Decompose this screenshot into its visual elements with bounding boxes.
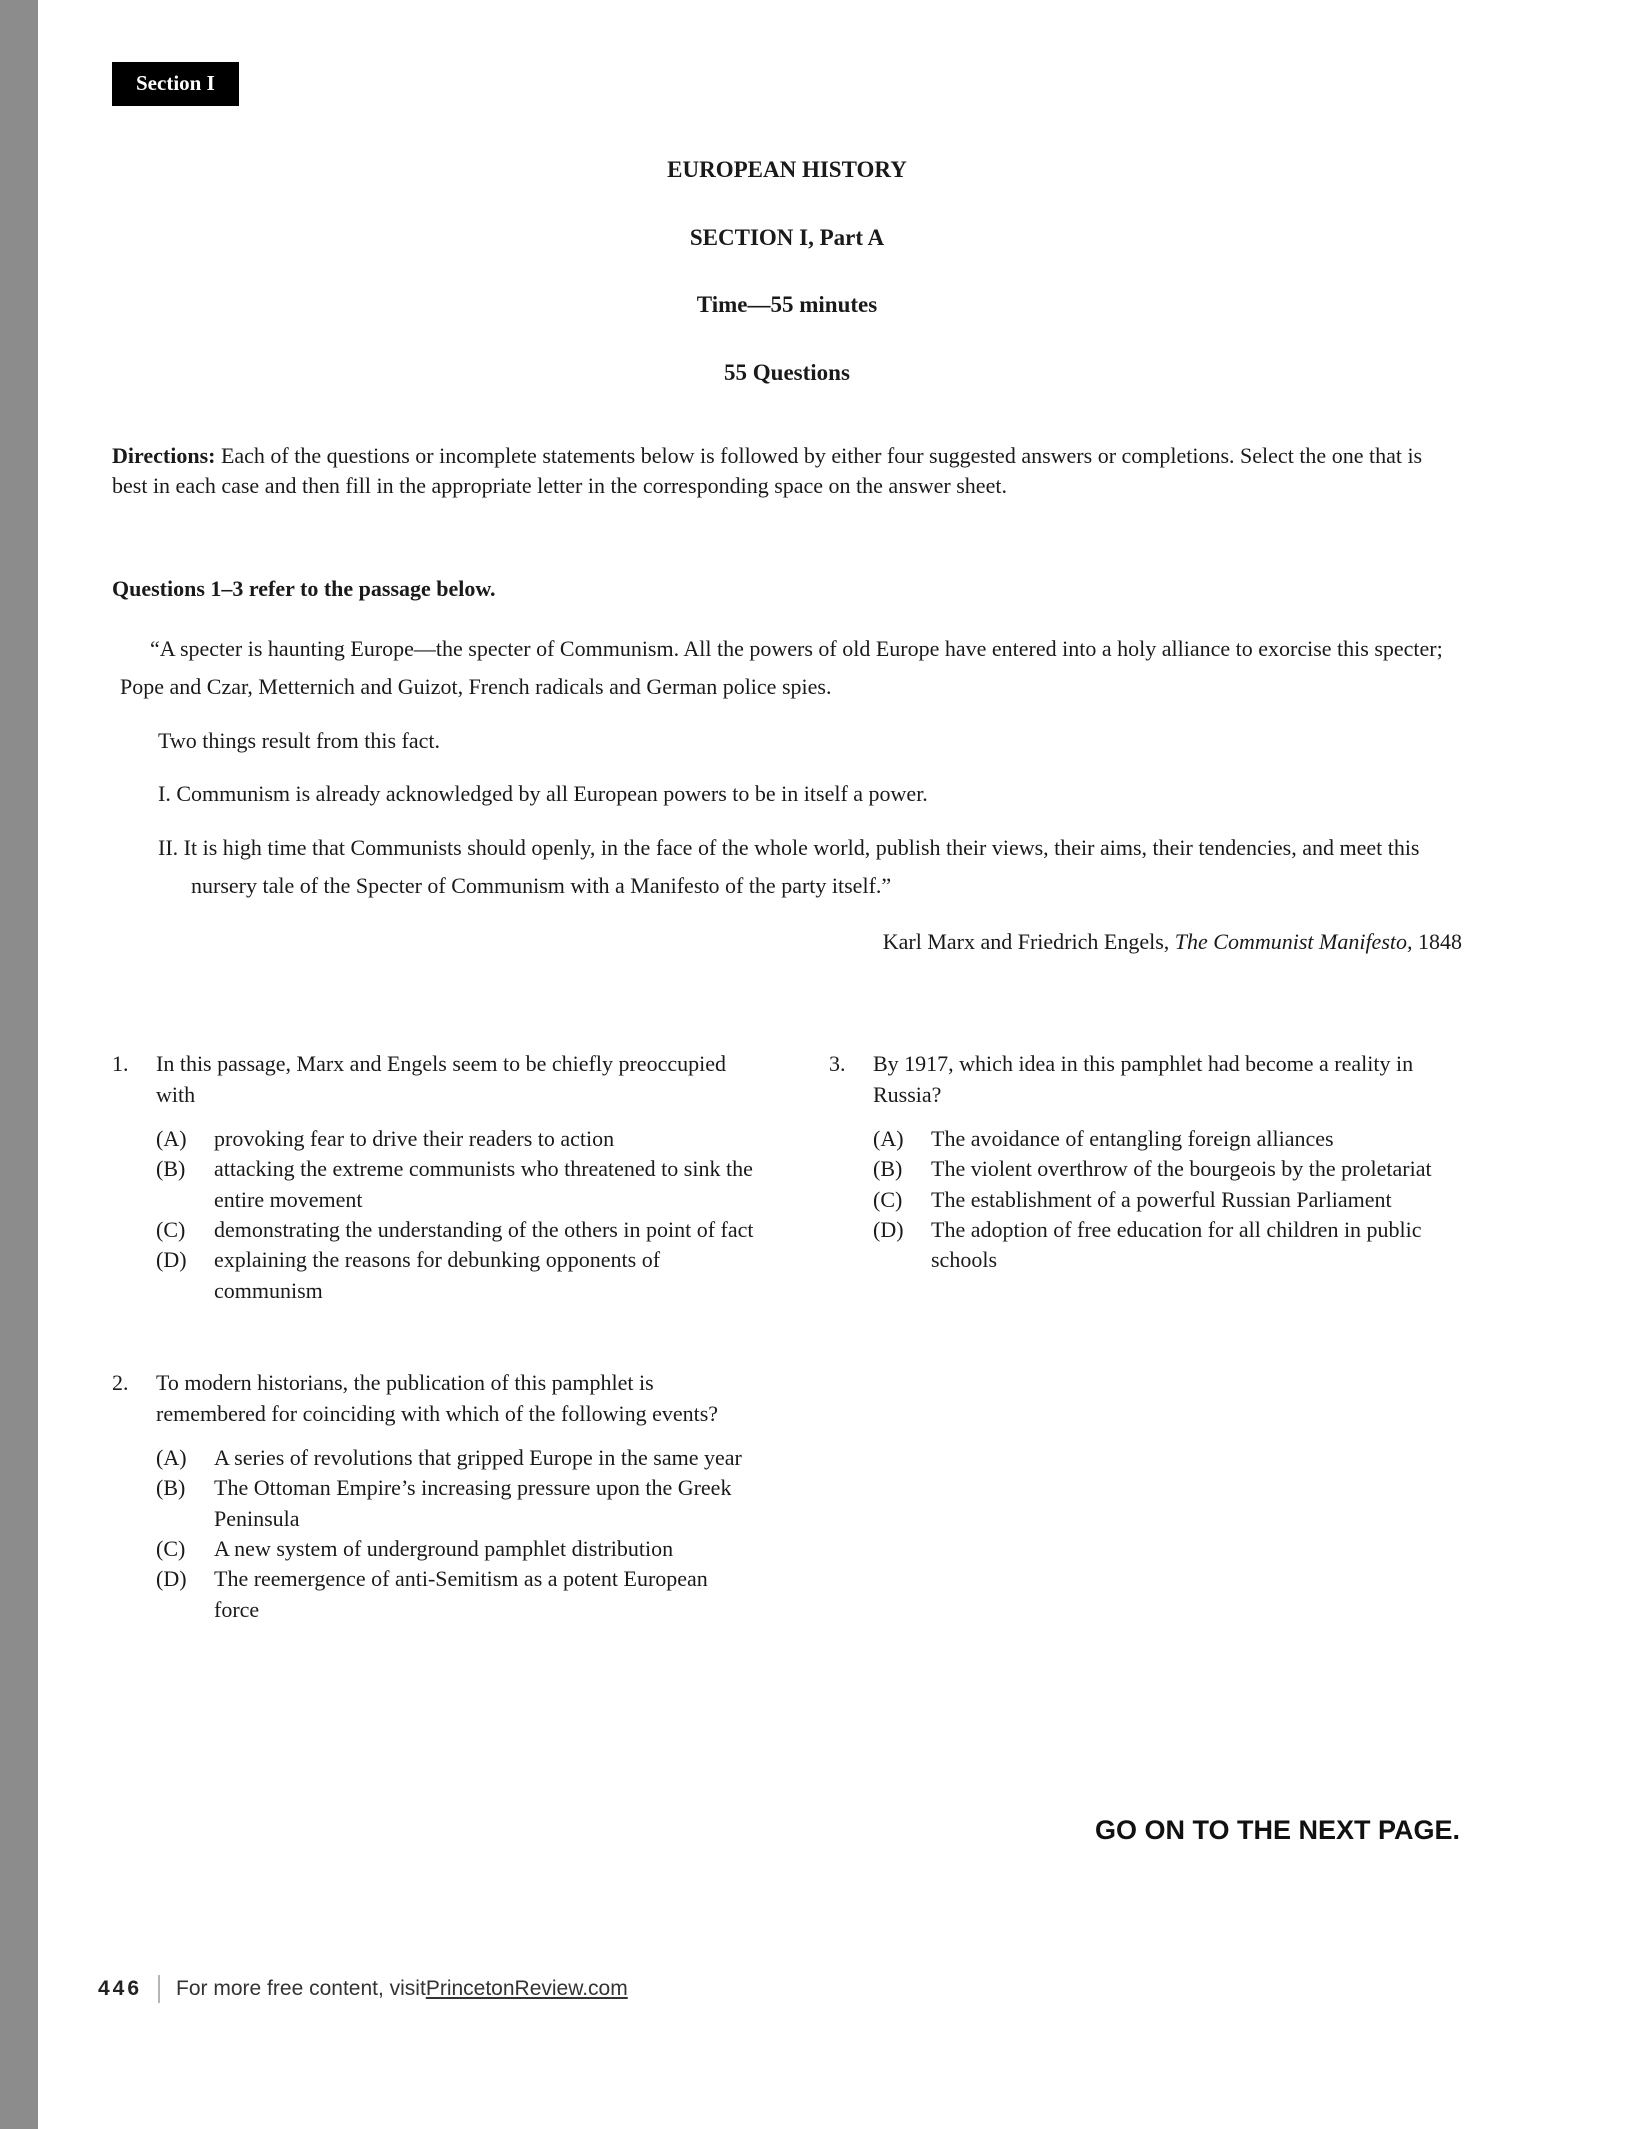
question-2	[112, 1368, 757, 1625]
passage-paragraph: Two things result from this fact.	[158, 727, 440, 753]
option-letter: (D)	[156, 1566, 187, 1592]
questions-column-left	[112, 1049, 757, 1625]
answer-option-c	[156, 1215, 757, 1245]
question-1	[112, 1049, 757, 1306]
question-text: In this passage, Marx and Engels seem to be chiefly preoccupied with	[156, 1051, 726, 1107]
exam-title: EUROPEAN HISTORY	[667, 156, 907, 182]
option-letter: (C)	[156, 1217, 186, 1243]
question-body	[156, 1368, 757, 1625]
passage-header: Questions 1–3 refer to the passage below.	[112, 575, 496, 601]
question-3	[829, 1049, 1462, 1276]
questions-column-right	[829, 1049, 1462, 1625]
questions-area	[112, 1049, 1462, 1625]
option-letter: (C)	[156, 1535, 186, 1561]
question-body	[156, 1049, 757, 1306]
option-text: explaining the reasons for debunking opponents of communism	[214, 1247, 661, 1303]
answer-option-b	[156, 1154, 757, 1215]
answer-option-d	[156, 1245, 757, 1306]
option-text: demonstrating the understanding of the others in point of fact	[214, 1217, 754, 1243]
attribution-year: 1848	[1412, 928, 1462, 954]
question-text: By 1917, which idea in this pamphlet had become a reality in Russia?	[873, 1051, 1414, 1107]
option-letter: (A)	[156, 1126, 187, 1152]
question-number: 3.	[829, 1051, 846, 1077]
answer-option-a	[156, 1124, 757, 1154]
option-text: A series of revolutions that gripped Europe in the same year	[214, 1444, 742, 1470]
attribution-authors: Karl Marx and Friedrich Engels,	[882, 928, 1175, 954]
section-tab: Section I	[112, 62, 239, 106]
answer-option-c	[873, 1185, 1462, 1215]
question-text: To modern historians, the publication of this pamphlet is remembered for coinciding with which of the following events?	[156, 1370, 719, 1426]
option-text: The violent overthrow of the bourgeois by the proletariat	[931, 1156, 1432, 1182]
princeton-review-link[interactable]: PrincetonReview.com	[425, 1977, 628, 2000]
exam-headings	[112, 154, 1462, 389]
option-letter: (A)	[873, 1126, 904, 1152]
page-content	[112, 0, 1462, 1625]
option-letter: (B)	[156, 1156, 186, 1182]
answer-option-d	[156, 1564, 757, 1625]
passage	[120, 630, 1462, 905]
option-letter: (C)	[873, 1186, 903, 1212]
answer-option-c	[156, 1534, 757, 1564]
answer-option-b	[156, 1473, 757, 1534]
option-text: The avoidance of entangling foreign alliances	[931, 1126, 1334, 1152]
passage-attribution	[112, 927, 1462, 957]
passage-paragraph: II. It is high time that Communists should openly, in the face of the whole world, publish their views, their aims, their tendencies, and meet this nursery tale of the Specter of Communism with a Manifesto of the party itself.”	[158, 835, 1420, 899]
option-text: attacking the extreme communists who threatened to sink the entire movement	[214, 1156, 753, 1212]
option-text: The Ottoman Empire’s increasing pressure upon the Greek Peninsula	[214, 1475, 732, 1531]
footer-divider	[158, 1975, 160, 2003]
option-text: provoking fear to drive their readers to action	[214, 1126, 615, 1152]
question-number: 1.	[112, 1051, 129, 1077]
option-letter: (A)	[156, 1444, 187, 1470]
passage-paragraph: “A specter is haunting Europe—the specter of Communism. All the powers of old Europe have entered into a holy alliance to exorcise this specter; Pope and Czar, Metternich and Guizot, French radicals and German police spies.	[120, 635, 1443, 699]
directions	[112, 441, 1462, 502]
page-footer	[98, 1975, 628, 2004]
exam-question-count: 55 Questions	[724, 360, 850, 386]
option-letter: (B)	[873, 1156, 903, 1182]
option-text: A new system of underground pamphlet distribution	[214, 1535, 674, 1561]
question-body	[873, 1049, 1462, 1276]
answer-option-d	[873, 1215, 1462, 1276]
exam-subtitle: SECTION I, Part A	[689, 224, 885, 250]
option-text: The adoption of free education for all children in public schools	[931, 1217, 1422, 1273]
answer-option-a	[873, 1124, 1462, 1154]
footer-text: For more free content, visit	[176, 1977, 426, 2000]
page-number: 446	[98, 1977, 143, 2000]
answer-option-a	[156, 1443, 757, 1473]
answer-options	[156, 1443, 757, 1625]
directions-text: Each of the questions or incomplete statements below is followed by either four suggested answers or completions. Select the one that is best in each case and then fill in the appropriate letter in the corresponding space on the answer sheet.	[112, 442, 1423, 499]
option-text: The reemergence of anti-Semitism as a potent European force	[214, 1566, 708, 1622]
go-on-instruction: GO ON TO THE NEXT PAGE.	[1094, 1815, 1460, 1845]
answer-option-b	[873, 1154, 1462, 1184]
exam-time: Time—55 minutes	[696, 292, 878, 318]
option-letter: (D)	[873, 1217, 904, 1243]
question-number: 2.	[112, 1370, 129, 1396]
option-letter: (D)	[156, 1247, 187, 1273]
directions-label: Directions:	[112, 442, 216, 468]
answer-options	[156, 1124, 757, 1306]
answer-options	[873, 1124, 1462, 1276]
option-letter: (B)	[156, 1475, 186, 1501]
passage-paragraph: I. Communism is already acknowledged by all European powers to be in itself a power.	[158, 781, 928, 807]
attribution-work-title: The Communist Manifesto,	[1174, 928, 1413, 954]
option-text: The establishment of a powerful Russian Parliament	[931, 1186, 1392, 1212]
page-edge-bar	[0, 0, 38, 2129]
